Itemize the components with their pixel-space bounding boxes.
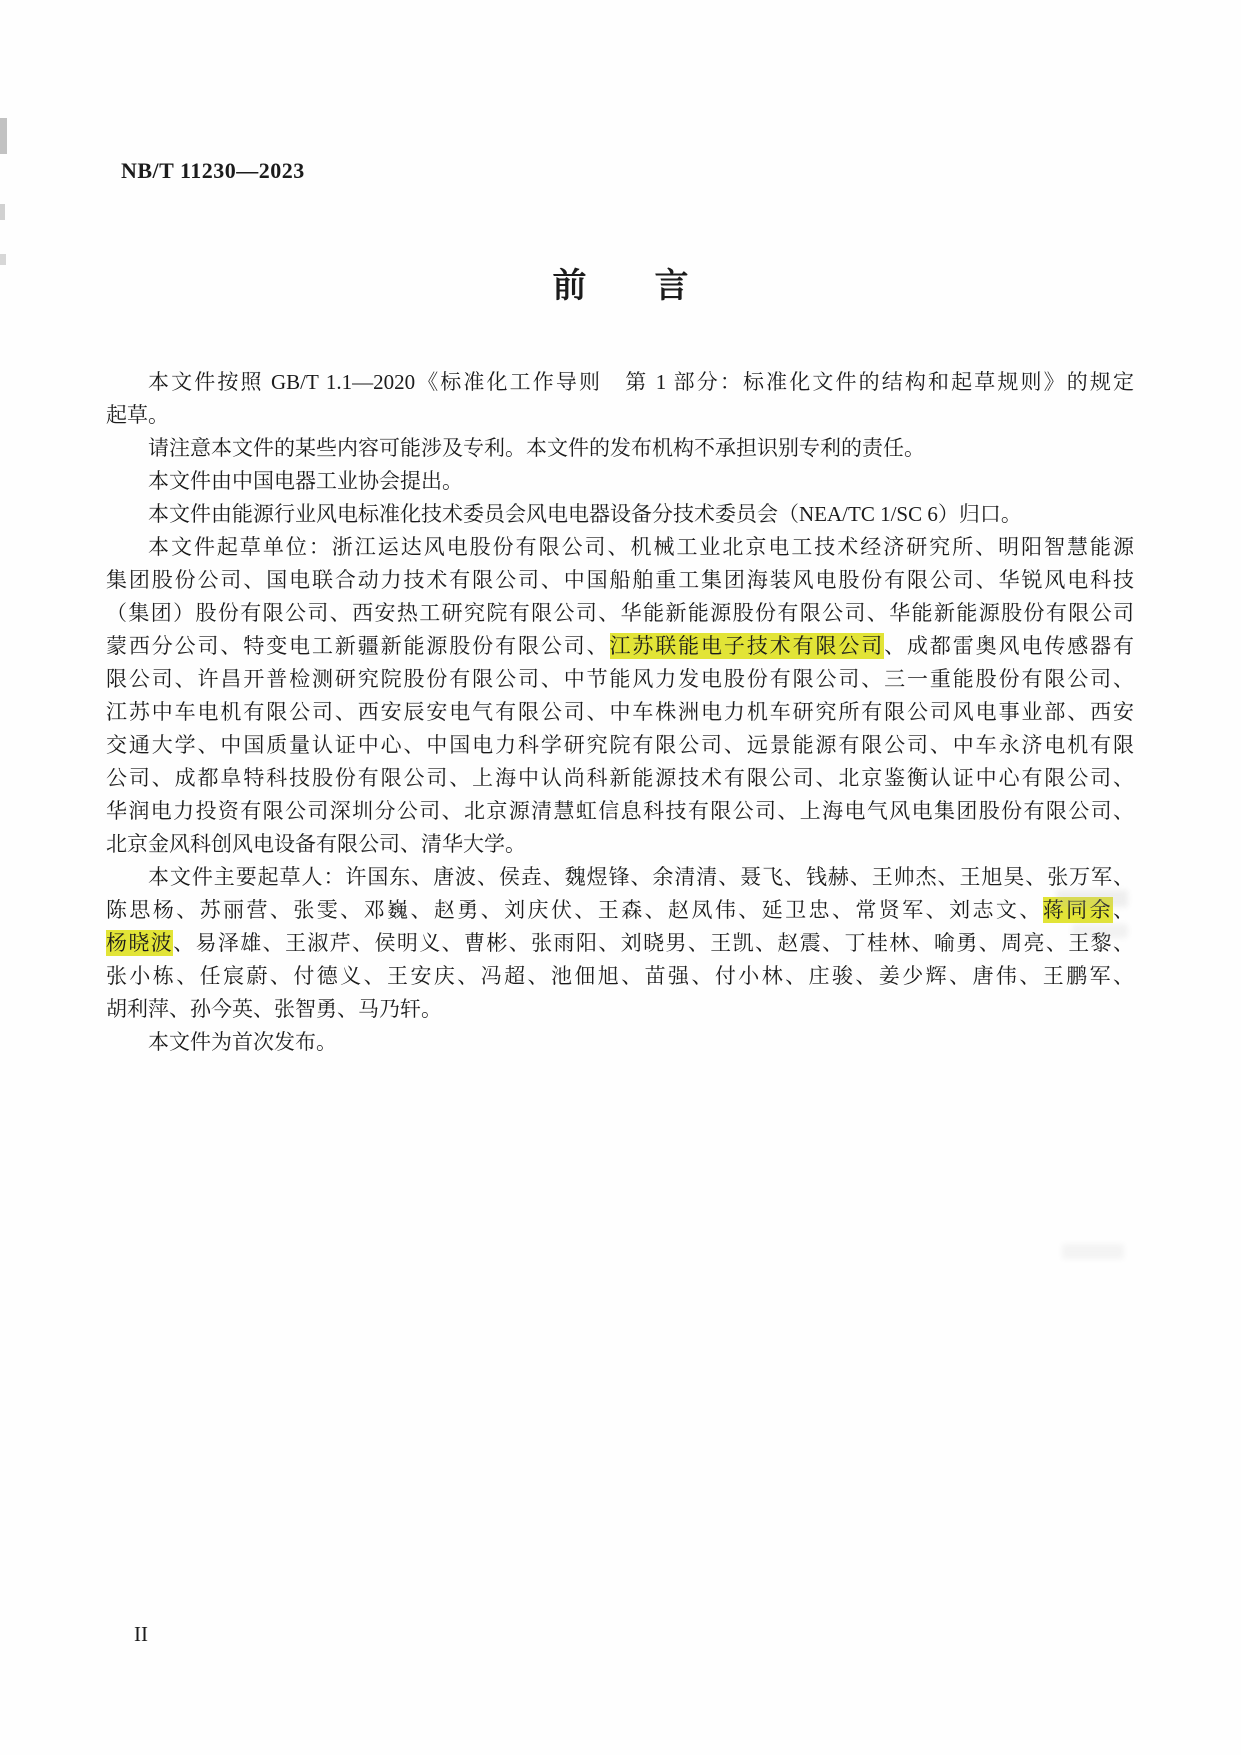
- text-line: [106, 498, 1134, 531]
- scan-artifact: [0, 204, 5, 220]
- document-body: [106, 366, 1134, 1059]
- text-line: [106, 432, 1134, 465]
- text-segment: 本文件由中国电器工业协会提出。: [148, 469, 463, 493]
- text-line: [106, 795, 1134, 828]
- text-segment: 胡利萍、孙今英、张智勇、马乃轩。: [106, 997, 442, 1021]
- text-segment: 起草。: [106, 403, 169, 427]
- text-line: [106, 1026, 1134, 1059]
- text-line: [106, 960, 1134, 993]
- text-line: [106, 597, 1134, 630]
- text-segment: 、易泽雄、王淑芹、侯明义、曹彬、张雨阳、刘晓男、王凯、赵震、丁桂林、喻勇、周亮、王黎、: [173, 931, 1135, 955]
- text-line: [106, 696, 1134, 729]
- text-segment: 、: [1113, 898, 1135, 922]
- text-line: [106, 762, 1134, 795]
- text-segment: 本文件由能源行业风电标准化技术委员会风电电器设备分技术委员会（NEA/TC 1/SC 6）归口。: [148, 502, 1022, 526]
- text-segment: 陈思杨、苏丽营、张雯、邓巍、赵勇、刘庆伏、王森、赵凤伟、延卫忠、常贤军、刘志文、: [106, 898, 1043, 922]
- page-title: 前 言: [552, 268, 689, 305]
- highlighted-text: 蒋同余: [1042, 898, 1114, 922]
- text-segment: 蒙西分公司、特变电工新疆新能源股份有限公司、: [106, 634, 610, 658]
- text-segment: 本文件为首次发布。: [148, 1030, 337, 1054]
- text-segment: 限公司、许昌开普检测研究院股份有限公司、中节能风力发电股份有限公司、三一重能股份有限公司、: [106, 667, 1134, 691]
- text-segment: 北京金风科创风电设备有限公司、清华大学。: [106, 832, 526, 856]
- text-segment: 江苏中车电机有限公司、西安辰安电气有限公司、中车株洲电力机车研究所有限公司风电事业部、西安: [106, 700, 1134, 724]
- text-segment: （集团）股份有限公司、西安热工研究院有限公司、华能新能源股份有限公司、华能新能源股份有限公司: [106, 601, 1134, 625]
- highlighted-text: 江苏联能电子技术有限公司: [609, 634, 885, 658]
- text-line: [106, 894, 1134, 927]
- text-line: [106, 564, 1134, 597]
- text-line: [106, 531, 1134, 564]
- text-line: [106, 366, 1134, 399]
- text-segment: 张小栋、任宸蔚、付德义、王安庆、冯超、池佃旭、苗强、付小林、庄骏、姜少辉、唐伟、王鹏军、: [106, 964, 1134, 988]
- text-segment: 、成都雷奥风电传感器有: [884, 634, 1135, 658]
- text-line: [106, 465, 1134, 498]
- text-segment: 交通大学、中国质量认证中心、中国电力科学研究院有限公司、远景能源有限公司、中车永济电机有限: [106, 733, 1134, 757]
- text-line: [106, 729, 1134, 762]
- text-line: [106, 861, 1134, 894]
- text-segment: 集团股份公司、国电联合动力技术有限公司、中国船舶重工集团海装风电股份有限公司、华锐风电科技: [106, 568, 1134, 592]
- text-line: [106, 630, 1134, 663]
- text-line: [106, 993, 1134, 1026]
- page-number: II: [134, 1622, 148, 1646]
- scan-artifact: [0, 118, 7, 154]
- text-segment: 本文件按照 GB/T 1.1—2020《标准化工作导则 第 1 部分：标准化文件的结构和起草规则》的规定: [148, 370, 1134, 394]
- text-segment: 公司、成都阜特科技股份有限公司、上海中认尚科新能源技术有限公司、北京鉴衡认证中心有限公司、: [106, 766, 1134, 790]
- text-line: [106, 828, 1134, 861]
- text-line: [106, 663, 1134, 696]
- standard-number: NB/T 11230—2023: [121, 158, 305, 183]
- scan-artifact: [1062, 1244, 1124, 1259]
- text-segment: 华润电力投资有限公司深圳分公司、北京源清慧虹信息科技有限公司、上海电气风电集团股份有限公司、: [106, 799, 1134, 823]
- text-segment: 本文件主要起草人：许国东、唐波、侯垚、魏煜锋、余清清、聂飞、钱赫、王帅杰、王旭昊、张万军、: [148, 865, 1134, 889]
- highlighted-text: 杨晓波: [106, 931, 174, 955]
- text-line: [106, 399, 1134, 432]
- text-segment: 请注意本文件的某些内容可能涉及专利。本文件的发布机构不承担识别专利的责任。: [148, 436, 925, 460]
- text-segment: 本文件起草单位：浙江运达风电股份有限公司、机械工业北京电工技术经济研究所、明阳智慧能源: [148, 535, 1134, 559]
- text-line: [106, 927, 1134, 960]
